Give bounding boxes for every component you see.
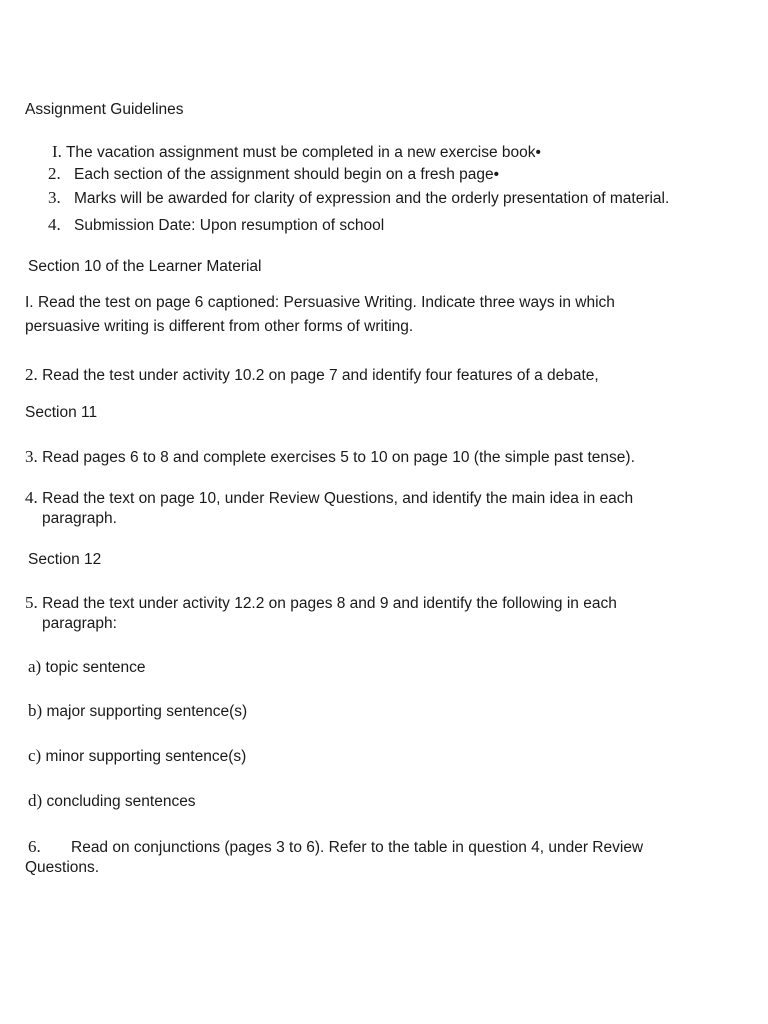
question-1-text: Read the test on page 6 captioned: Persuasive Writing. Indicate three ways in which (37, 294, 615, 311)
question-4-number: 4. (25, 488, 38, 507)
question-5-number: 5. (25, 593, 38, 612)
sub-item-text: minor supporting sentence(s) (45, 748, 247, 765)
question-2 (25, 365, 599, 386)
question-6-line-2: Questions. (25, 859, 100, 876)
question-2-text: Read the test under activity 10.2 on page 7 and identify four features of a debate, (42, 367, 599, 384)
guideline-number: 4. (48, 215, 61, 234)
sub-item-label: a) (28, 657, 42, 676)
question-2-number: 2. (25, 365, 38, 384)
question-6-text: Read on conjunctions (pages 3 to 6). Refer to the table in question 4, under Review (71, 839, 644, 856)
question-3-number: 3. (25, 447, 38, 466)
guideline-item (48, 164, 499, 185)
guideline-number: I. (52, 142, 62, 161)
question-6-line-1 (28, 837, 643, 858)
section-11-title: Section 11 (25, 404, 98, 421)
guideline-item (52, 142, 541, 163)
question-5-line-2: paragraph: (42, 615, 117, 632)
guideline-text: The vacation assignment must be completed in a new exercise book• (65, 144, 541, 161)
sub-item-label: d) (28, 791, 43, 810)
sub-item-label: c) (28, 746, 42, 765)
question-1-number: I. (25, 294, 34, 311)
sub-item-text: topic sentence (45, 659, 146, 676)
sub-item-c (28, 746, 246, 767)
question-4-text: Read the text on page 10, under Review Questions, and identify the main idea in each (42, 490, 634, 507)
question-5-line-1 (25, 593, 617, 614)
question-5-text: Read the text under activity 12.2 on pages 8 and 9 and identify the following in each (42, 595, 617, 612)
sub-item-text: concluding sentences (46, 793, 196, 810)
guideline-text: Each section of the assignment should begin on a fresh page• (74, 166, 500, 183)
question-3-text: Read pages 6 to 8 and complete exercises 5 to 10 on page 10 (the simple past tense). (42, 449, 635, 466)
guideline-number: 3. (48, 188, 61, 207)
page-heading: Assignment Guidelines (25, 101, 184, 118)
sub-item-a (28, 657, 146, 678)
sub-item-d (28, 791, 196, 812)
question-6-number: 6. (28, 837, 41, 856)
guideline-text: Marks will be awarded for clarity of expression and the orderly presentation of material. (74, 190, 670, 207)
question-1-line-2: persuasive writing is different from other forms of writing. (25, 318, 414, 335)
guideline-item (48, 215, 384, 236)
question-4-line-1 (25, 488, 633, 509)
guideline-item (48, 188, 669, 209)
sub-item-label: b) (28, 701, 43, 720)
section-12-title: Section 12 (28, 551, 102, 568)
guideline-text: Submission Date: Upon resumption of school (74, 217, 385, 234)
sub-item-b (28, 701, 247, 722)
question-4-line-2: paragraph. (42, 510, 117, 527)
guideline-number: 2. (48, 164, 61, 183)
section-10-title: Section 10 of the Learner Material (28, 258, 262, 275)
sub-item-text: major supporting sentence(s) (46, 703, 248, 720)
question-1-line-1 (25, 293, 615, 313)
question-3 (25, 447, 635, 468)
